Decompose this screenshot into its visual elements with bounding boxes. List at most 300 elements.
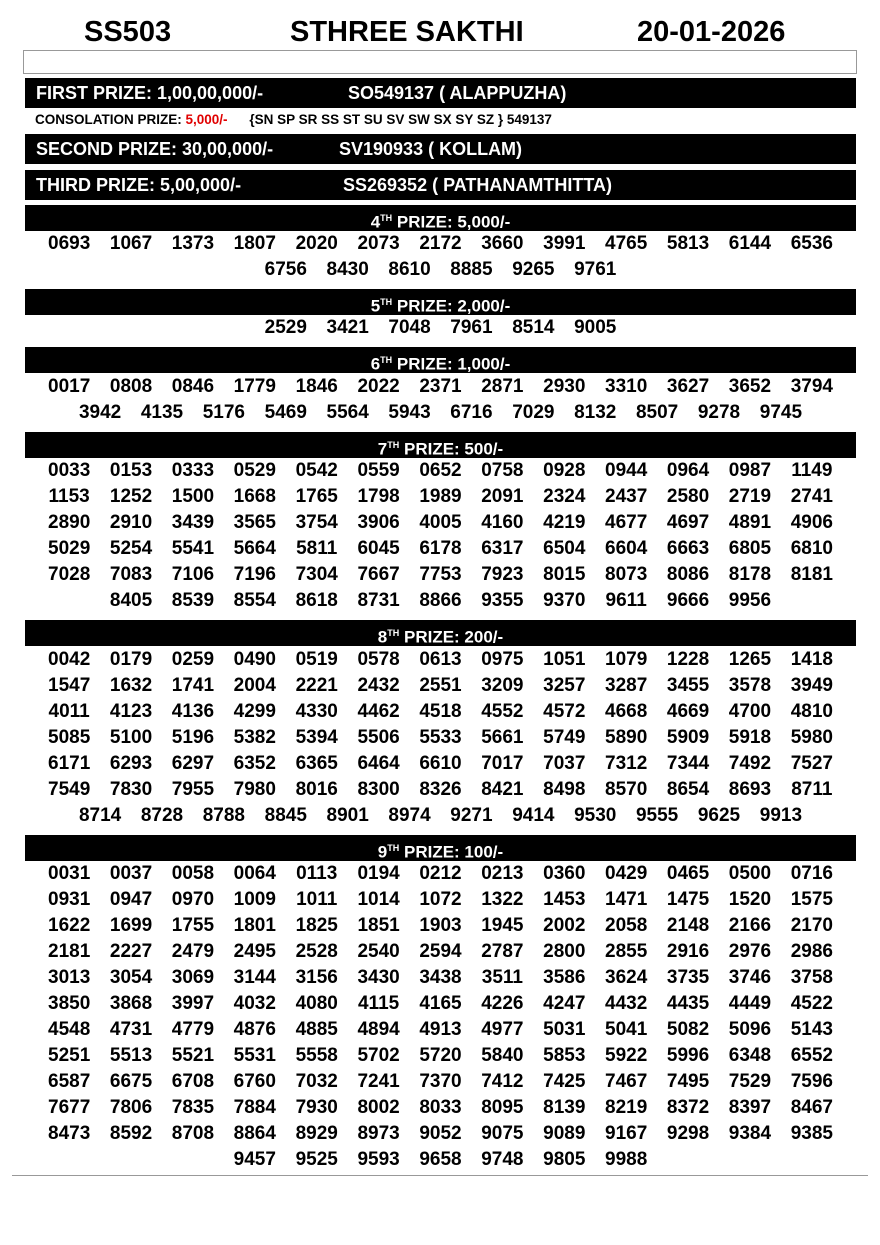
ticket-number: 7029 (512, 402, 555, 423)
ticket-number: 3660 (481, 233, 524, 254)
ticket-number: 5394 (295, 727, 338, 748)
ticket-number: 8033 (419, 1097, 462, 1118)
ticket-number: 9525 (295, 1149, 338, 1170)
ticket-number: 3991 (543, 233, 586, 254)
prize-ordinal-suffix: TH (387, 628, 400, 638)
ticket-number: 6675 (109, 1071, 153, 1092)
ticket-number: 3310 (605, 376, 648, 397)
ticket-number: 8570 (605, 779, 648, 800)
ticket-number: 7884 (233, 1097, 276, 1118)
ticket-number: 2091 (481, 486, 524, 507)
ticket-number: 2020 (295, 233, 338, 254)
number-row (25, 675, 856, 701)
ticket-number: 8618 (295, 590, 338, 611)
prize-9-bar (25, 835, 856, 861)
number-row (25, 538, 856, 564)
prize-ordinal: 7 (377, 439, 388, 459)
ticket-number: 8885 (450, 259, 493, 280)
blank-box (23, 50, 857, 74)
ticket-number: 7048 (388, 317, 431, 338)
ticket-number: 4668 (605, 701, 648, 722)
ticket-number: 8002 (357, 1097, 400, 1118)
ticket-number: 6604 (605, 538, 648, 559)
ticket-number: 7312 (605, 753, 648, 774)
ticket-number: 2916 (666, 941, 710, 962)
ticket-number: 4432 (605, 993, 648, 1014)
ticket-number: 8973 (357, 1123, 400, 1144)
ticket-number: 1373 (171, 233, 215, 254)
ticket-number: 2170 (790, 915, 833, 936)
ticket-number: 9658 (419, 1149, 462, 1170)
third-prize-result: SS269352 ( PATHANAMTHITTA) (343, 175, 613, 195)
ticket-number: 3565 (233, 512, 276, 533)
ticket-number: 8539 (171, 590, 215, 611)
number-row (25, 1123, 856, 1149)
ticket-number: 0758 (481, 460, 524, 481)
ticket-number: 0360 (543, 863, 586, 884)
number-row (25, 1149, 856, 1175)
number-row (25, 460, 856, 486)
ticket-number: 4913 (419, 1019, 462, 1040)
ticket-number: 3758 (790, 967, 833, 988)
ticket-number: 5506 (357, 727, 400, 748)
ticket-number: 0259 (171, 649, 215, 670)
ticket-number: 8845 (264, 805, 307, 826)
ticket-number: 3578 (728, 675, 772, 696)
ticket-number: 3868 (109, 993, 153, 1014)
prize-8-bar (25, 620, 856, 646)
ticket-number: 3586 (543, 967, 586, 988)
prize-ordinal-suffix: TH (387, 843, 400, 853)
ticket-number: 5720 (419, 1045, 462, 1066)
ticket-number: 0064 (233, 863, 276, 884)
ticket-number: 4977 (481, 1019, 524, 1040)
ticket-number: 2432 (357, 675, 400, 696)
ticket-number: 1067 (109, 233, 153, 254)
ticket-number: 1779 (233, 376, 276, 397)
ticket-number: 2479 (171, 941, 215, 962)
ticket-number: 5082 (666, 1019, 710, 1040)
ticket-number: 6297 (171, 753, 215, 774)
number-row (25, 701, 856, 727)
ticket-number: 9956 (728, 590, 772, 611)
ticket-number: 4810 (790, 701, 833, 722)
ticket-number: 9913 (759, 805, 803, 826)
ticket-number: 4697 (666, 512, 710, 533)
ticket-number: 7492 (728, 753, 772, 774)
number-row (25, 317, 856, 343)
ticket-number: 0113 (296, 863, 338, 884)
ticket-number: 3439 (171, 512, 215, 533)
ticket-number: 9075 (481, 1123, 524, 1144)
ticket-number: 0716 (790, 863, 833, 884)
ticket-number: 5922 (605, 1045, 648, 1066)
prize-6-bar (25, 347, 856, 373)
ticket-number: 7412 (481, 1071, 524, 1092)
prize-5-label (371, 289, 511, 320)
ticket-number: 3156 (295, 967, 338, 988)
ticket-number: 5980 (790, 727, 833, 748)
ticket-number: 4552 (481, 701, 524, 722)
number-row (25, 486, 856, 512)
ticket-number: 7596 (790, 1071, 833, 1092)
ticket-number: 4226 (481, 993, 524, 1014)
ticket-number: 4011 (48, 701, 90, 722)
ticket-number: 6365 (295, 753, 338, 774)
ticket-number: 4115 (357, 993, 400, 1014)
ticket-number: 7830 (109, 779, 153, 800)
ticket-number: 7037 (543, 753, 586, 774)
ticket-number: 2800 (543, 941, 586, 962)
ticket-number: 4462 (357, 701, 400, 722)
ticket-number: 5031 (543, 1019, 586, 1040)
prize-ordinal-suffix: TH (387, 440, 400, 450)
ticket-number: 6144 (728, 233, 772, 254)
ticket-number: 7495 (666, 1071, 710, 1092)
ticket-number: 2976 (728, 941, 772, 962)
ticket-number: 4135 (140, 402, 184, 423)
ticket-number: 1475 (666, 889, 710, 910)
ticket-number: 3627 (666, 376, 710, 397)
ticket-number: 8139 (543, 1097, 586, 1118)
ticket-number: 5661 (481, 727, 524, 748)
ticket-number: 8693 (728, 779, 772, 800)
ticket-number: 8132 (574, 402, 617, 423)
ticket-number: 0693 (48, 233, 91, 254)
ticket-number: 3652 (728, 376, 772, 397)
ticket-number: 4518 (419, 701, 462, 722)
ticket-number: 8430 (326, 259, 369, 280)
prize-ordinal-suffix: TH (380, 213, 393, 223)
number-row (25, 649, 856, 675)
ticket-number: 7196 (233, 564, 276, 585)
prize-amount-text: PRIZE: 5,000/- (392, 212, 511, 232)
ticket-number: 2871 (481, 376, 524, 397)
lottery-title: STHREE SAKTHI (290, 16, 524, 48)
ticket-number: 1471 (605, 889, 648, 910)
ticket-number: 4885 (295, 1019, 338, 1040)
ticket-number: 9611 (605, 590, 647, 611)
ticket-number: 8015 (543, 564, 586, 585)
ticket-number: 4435 (666, 993, 710, 1014)
ticket-number: 5085 (48, 727, 91, 748)
ticket-number: 6756 (264, 259, 307, 280)
ticket-number: 1755 (171, 915, 215, 936)
ticket-number: 6610 (419, 753, 462, 774)
ticket-number: 9761 (574, 259, 617, 280)
ticket-number: 9271 (450, 805, 493, 826)
prize-7-label (378, 432, 503, 463)
ticket-number: 0652 (419, 460, 462, 481)
ticket-number: 9457 (233, 1149, 276, 1170)
ticket-number: 5664 (233, 538, 276, 559)
ticket-number: 3997 (171, 993, 215, 1014)
ticket-number: 1500 (171, 486, 215, 507)
ticket-number: 1825 (295, 915, 338, 936)
ticket-number: 5749 (543, 727, 586, 748)
prize-ordinal: 8 (377, 627, 388, 647)
ticket-number: 0529 (233, 460, 276, 481)
ticket-number: 4299 (233, 701, 276, 722)
ticket-number: 5909 (666, 727, 710, 748)
ticket-number: 6504 (543, 538, 586, 559)
ticket-number: 5558 (295, 1045, 338, 1066)
ticket-number: 8974 (388, 805, 431, 826)
ticket-number: 5521 (171, 1045, 215, 1066)
number-row (25, 863, 856, 889)
ticket-number: 9748 (481, 1149, 524, 1170)
ticket-number: 6317 (481, 538, 524, 559)
ticket-number: 2855 (605, 941, 648, 962)
ticket-number: 8073 (605, 564, 648, 585)
ticket-number: 7667 (357, 564, 400, 585)
ticket-number: 9370 (543, 590, 586, 611)
ticket-number: 8728 (140, 805, 184, 826)
ticket-number: 6552 (790, 1045, 833, 1066)
prize-ordinal-suffix: TH (380, 355, 393, 365)
ticket-number: 4123 (109, 701, 153, 722)
ticket-number: 8731 (357, 590, 400, 611)
ticket-number: 1846 (295, 376, 338, 397)
number-row (25, 1045, 856, 1071)
ticket-number: 1622 (48, 915, 91, 936)
ticket-number: 9265 (512, 259, 555, 280)
ticket-number: 2580 (666, 486, 710, 507)
ticket-number: 0975 (481, 649, 524, 670)
ticket-number: 2719 (728, 486, 772, 507)
ticket-number: 8554 (233, 590, 276, 611)
ticket-number: 3421 (326, 317, 369, 338)
ticket-number: 5469 (264, 402, 307, 423)
ticket-number: 1079 (605, 649, 648, 670)
ticket-number: 7753 (419, 564, 462, 585)
ticket-number: 5196 (171, 727, 215, 748)
ticket-number: 8507 (635, 402, 679, 423)
ticket-number: 7955 (171, 779, 215, 800)
ticket-number: 9355 (481, 590, 524, 611)
ticket-number: 5382 (233, 727, 276, 748)
ticket-number: 4572 (543, 701, 586, 722)
ticket-number: 2910 (109, 512, 153, 533)
ticket-number: 0213 (481, 863, 524, 884)
ticket-number: 0465 (666, 863, 710, 884)
ticket-number: 0429 (605, 863, 648, 884)
ticket-number: 2529 (264, 317, 307, 338)
ticket-number: 1903 (419, 915, 462, 936)
ticket-number: 8901 (326, 805, 369, 826)
second-prize-label: SECOND PRIZE: 30,00,000/- (36, 139, 274, 159)
ticket-number: 4876 (233, 1019, 276, 1040)
ticket-number: 8326 (419, 779, 462, 800)
ticket-number: 2166 (728, 915, 772, 936)
ticket-number: 2221 (295, 675, 338, 696)
ticket-number: 8708 (171, 1123, 215, 1144)
ticket-number: 8610 (388, 259, 431, 280)
ticket-number: 3144 (233, 967, 276, 988)
ticket-number: 0042 (48, 649, 91, 670)
ticket-number: 7241 (357, 1071, 400, 1092)
ticket-number: 5029 (48, 538, 91, 559)
ticket-number: 2528 (295, 941, 338, 962)
draw-code: SS503 (84, 16, 172, 48)
ticket-number: 9089 (543, 1123, 586, 1144)
ticket-number: 1011 (296, 889, 338, 910)
number-row (25, 1019, 856, 1045)
draw-date: 20-01-2026 (637, 16, 786, 48)
ticket-number: 1072 (419, 889, 462, 910)
ticket-number: 4677 (605, 512, 648, 533)
bottom-divider (12, 1175, 868, 1176)
ticket-number: 1807 (233, 233, 276, 254)
ticket-number: 2787 (481, 941, 524, 962)
ticket-number: 0542 (295, 460, 338, 481)
ticket-number: 8397 (728, 1097, 772, 1118)
ticket-number: 1989 (419, 486, 462, 507)
ticket-number: 1851 (357, 915, 400, 936)
number-row (25, 259, 856, 285)
ticket-number: 9625 (697, 805, 741, 826)
ticket-number: 4765 (605, 233, 648, 254)
ticket-number: 0333 (171, 460, 215, 481)
second-prize-bar (25, 134, 856, 164)
ticket-number: 2022 (357, 376, 400, 397)
ticket-number: 6708 (171, 1071, 215, 1092)
ticket-number: 3906 (357, 512, 400, 533)
ticket-number: 2073 (357, 233, 400, 254)
ticket-number: 6464 (357, 753, 400, 774)
ticket-number: 1009 (233, 889, 276, 910)
ticket-number: 8654 (666, 779, 710, 800)
ticket-number: 0179 (109, 649, 153, 670)
ticket-number: 9666 (666, 590, 710, 611)
consolation-label: CONSOLATION PRIZE: (35, 112, 182, 127)
ticket-number: 3794 (790, 376, 833, 397)
ticket-number: 0970 (171, 889, 215, 910)
ticket-number: 3455 (666, 675, 710, 696)
ticket-number: 0559 (357, 460, 400, 481)
ticket-number: 2172 (419, 233, 462, 254)
ticket-number: 5918 (728, 727, 772, 748)
ticket-number: 5840 (481, 1045, 524, 1066)
ticket-number: 0944 (605, 460, 648, 481)
prize-amount-text: PRIZE: 500/- (399, 439, 504, 459)
ticket-number: 7032 (295, 1071, 338, 1092)
prize-ordinal: 6 (370, 354, 381, 374)
ticket-number: 7549 (48, 779, 91, 800)
ticket-number: 2058 (605, 915, 648, 936)
ticket-number: 1547 (48, 675, 91, 696)
ticket-number: 5943 (388, 402, 431, 423)
ticket-number: 4700 (728, 701, 772, 722)
ticket-number: 6348 (728, 1045, 772, 1066)
ticket-number: 4449 (728, 993, 772, 1014)
ticket-number: 6536 (790, 233, 833, 254)
ticket-number: 6045 (357, 538, 400, 559)
ticket-number: 0931 (48, 889, 91, 910)
ticket-number: 7028 (48, 564, 91, 585)
prize-ordinal: 9 (377, 842, 388, 862)
ticket-number: 9555 (635, 805, 679, 826)
ticket-number: 9298 (666, 1123, 710, 1144)
ticket-number: 5813 (666, 233, 710, 254)
ticket-number: 7467 (605, 1071, 648, 1092)
number-row (25, 512, 856, 538)
third-prize-bar (25, 170, 856, 200)
ticket-number: 7370 (419, 1071, 462, 1092)
ticket-number: 5811 (296, 538, 338, 559)
ticket-number: 4136 (171, 701, 215, 722)
number-row (25, 727, 856, 753)
ticket-number: 5513 (109, 1045, 153, 1066)
number-row (25, 376, 856, 402)
ticket-number: 2181 (48, 941, 91, 962)
ticket-number: 8178 (728, 564, 772, 585)
ticket-number: 5100 (109, 727, 153, 748)
ticket-number: 8016 (295, 779, 338, 800)
consolation-prize-line (35, 112, 552, 127)
number-row (25, 805, 856, 831)
ticket-number: 8086 (666, 564, 710, 585)
number-row (25, 1071, 856, 1097)
number-row (25, 779, 856, 805)
ticket-number: 2551 (419, 675, 462, 696)
ticket-number: 3511 (481, 967, 523, 988)
consolation-amount: 5,000/- (185, 112, 228, 127)
ticket-number: 3069 (171, 967, 215, 988)
first-prize-label: FIRST PRIZE: 1,00,00,000/- (36, 83, 264, 103)
ticket-number: 0578 (357, 649, 400, 670)
ticket-number: 1741 (171, 675, 215, 696)
ticket-number: 7961 (450, 317, 493, 338)
ticket-number: 6178 (419, 538, 462, 559)
ticket-number: 3850 (48, 993, 91, 1014)
ticket-number: 9805 (543, 1149, 586, 1170)
number-row (25, 753, 856, 779)
ticket-number: 2741 (790, 486, 833, 507)
ticket-number: 1265 (728, 649, 772, 670)
ticket-number: 1051 (543, 649, 586, 670)
number-row (25, 941, 856, 967)
ticket-number: 2324 (543, 486, 586, 507)
ticket-number: 1801 (233, 915, 276, 936)
ticket-number: 1699 (109, 915, 153, 936)
ticket-number: 5096 (728, 1019, 772, 1040)
ticket-number: 6810 (790, 538, 833, 559)
ticket-number: 8372 (666, 1097, 710, 1118)
number-row (25, 1097, 856, 1123)
ticket-number: 1153 (48, 486, 90, 507)
number-row (25, 402, 856, 428)
page-header (0, 14, 880, 54)
ticket-number: 9384 (728, 1123, 772, 1144)
ticket-number: 8421 (481, 779, 524, 800)
ticket-number: 5533 (419, 727, 462, 748)
ticket-number: 3013 (48, 967, 91, 988)
ticket-number: 1149 (791, 460, 833, 481)
ticket-number: 8473 (48, 1123, 91, 1144)
ticket-number: 1322 (481, 889, 524, 910)
ticket-number: 0033 (48, 460, 91, 481)
ticket-number: 2371 (419, 376, 462, 397)
ticket-number: 4731 (109, 1019, 153, 1040)
prize-9-label (378, 835, 503, 866)
ticket-number: 8929 (295, 1123, 338, 1144)
ticket-number: 8467 (790, 1097, 833, 1118)
ticket-number: 8181 (790, 564, 833, 585)
ticket-number: 2540 (357, 941, 400, 962)
ticket-number: 2986 (790, 941, 833, 962)
ticket-number: 2495 (233, 941, 276, 962)
